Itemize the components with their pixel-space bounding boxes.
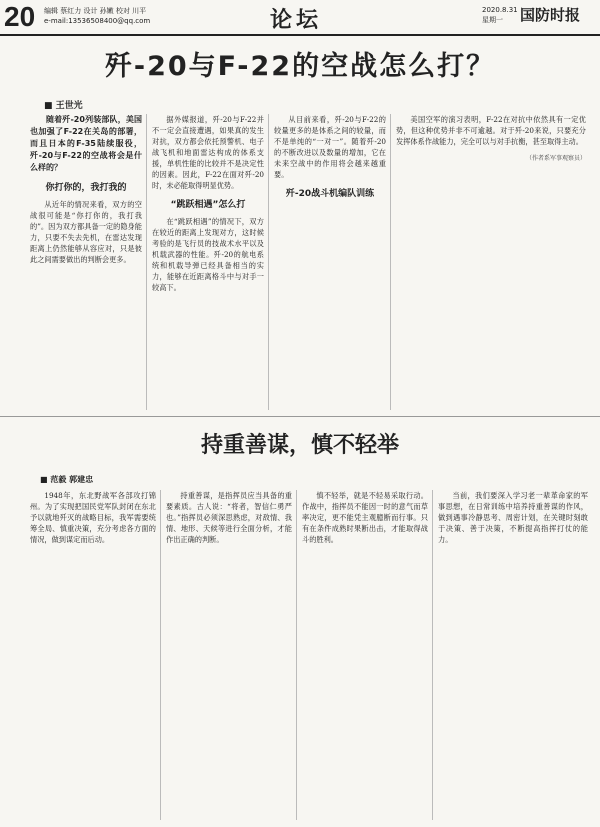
email-line: e-mail:13536508400@qq.com <box>44 17 151 25</box>
subheading-1: 你打你的，我打我的 <box>45 183 127 193</box>
paragraph: 当前，我们要深入学习老一辈革命家的军事思想，在日常训练中培养持重善谋的作风，做到遇事冷静思考、周密计划，在关键时刻敢于决策、善于决策，不断提高指挥打仗的能力。 <box>438 491 588 544</box>
column-divider <box>268 114 269 410</box>
article-one-column-4 <box>396 114 586 414</box>
author-note: （作者系军事观察员） <box>525 155 586 162</box>
section-title: 论坛 <box>270 7 323 33</box>
article-one-column-3 <box>274 114 386 414</box>
date-text: 2020.8.31 <box>482 6 518 14</box>
paragraph: 美国空军的演习表明，F-22在对抗中依然具有一定优势，但这种优势并非不可逾越。对于歼-20来说，只要充分发挥体系作战能力，完全可以与对手抗衡，甚至取得主动。 <box>396 115 586 146</box>
weekday-text: 星期一 <box>482 16 503 24</box>
subheading-2: “跳跃相遇”怎么打 <box>170 200 246 210</box>
article-two-column-1 <box>30 490 156 820</box>
paragraph: 慎不轻举，就是不轻易采取行动。作战中，指挥员不能因一时的意气而草率决定，更不能凭主观臆断而行事。只有在条件成熟时果断出击，才能取得战斗的胜利。 <box>302 491 428 544</box>
article-one-column-2 <box>152 114 264 414</box>
column-divider <box>296 490 297 820</box>
paragraph: 1948年，东北野战军各部攻打锦州。为了实现把国民党军队封闭在东北予以就地歼灭的战略目标，我军需要统筹全局、慎重决策，充分考虑各方面的情况，做到谋定而后动。 <box>30 491 156 544</box>
subheading-3: 歼-20战斗机编队训练 <box>285 189 375 199</box>
column-divider <box>432 490 433 820</box>
issue-date <box>482 5 518 25</box>
staff-credits <box>44 6 150 26</box>
paragraph: 从目前来看，歼-20与F-22的较量更多的是体系之间的较量，而不是单纯的“一对一”。随着歼-20的不断改进以及数量的增加，它在未来空战中的作用将会越来越重要。 <box>274 115 386 179</box>
staff-line: 编辑 蔡红力 设计 孙嫩 校对 川平 <box>44 7 147 15</box>
article-one <box>0 36 600 417</box>
article-two-column-4 <box>438 490 588 820</box>
article-one-column-1 <box>30 114 142 414</box>
page-header <box>0 0 600 36</box>
column-divider <box>390 114 391 410</box>
column-divider <box>160 490 161 820</box>
article-two-byline: ■ 范毅 郭建忠 <box>40 475 94 484</box>
article-one-byline: ■ 王世光 <box>44 101 83 111</box>
article-one-lead: 随着歼-20列装部队，美国也加强了F-22在关岛的部署，而且日本的F-35陆续服役，歼-20与F-22的空战将会是什么样的？ <box>30 115 142 172</box>
article-two-column-3 <box>302 490 428 820</box>
article-two-title: 持重善谋，慎不轻举 <box>200 433 399 458</box>
paragraph: 从近年的情况来看，双方的空战很可能是“你打你的，我打我的”。因为双方都具备一定的隐身能力，只要不失去先机，在雷达发现距离上仍然能够从容应对，只是彼此之间需要做出的判断会更多。 <box>30 200 142 264</box>
article-two-column-2 <box>166 490 292 820</box>
paragraph: 持重善谋，是指挥员应当具备的重要素质。古人说：“将者，智信仁勇严也。”指挥员必须深思熟虑，对敌情、我情、地形、天候等进行全面分析，才能作出正确的判断。 <box>166 491 292 544</box>
page-number: 20 <box>4 1 36 32</box>
article-one-title: 歼-20与F-22的空战怎么打？ <box>104 51 496 82</box>
masthead-logo: 国防时报 <box>520 6 581 24</box>
column-divider <box>146 114 147 410</box>
paragraph: 在“跳跃相遇”的情况下，双方在较近的距离上发现对方，这时候考验的是飞行员的技战术水平以及机载武器的性能。歼-20的航电系统和机载导弹已经具备相当的实力，能够在近距离格斗中与对手一较高下。 <box>152 217 264 292</box>
paragraph: 据外媒报道，歼-20与F-22并不一定会直接遭遇，如果真的发生对抗，双方都会依托预警机、电子战飞机和地面雷达构成的体系支援，单机性能的比较并不是决定性的因素。因此，F-22在面对歼-20时，未必能取得明显优势。 <box>152 115 264 190</box>
